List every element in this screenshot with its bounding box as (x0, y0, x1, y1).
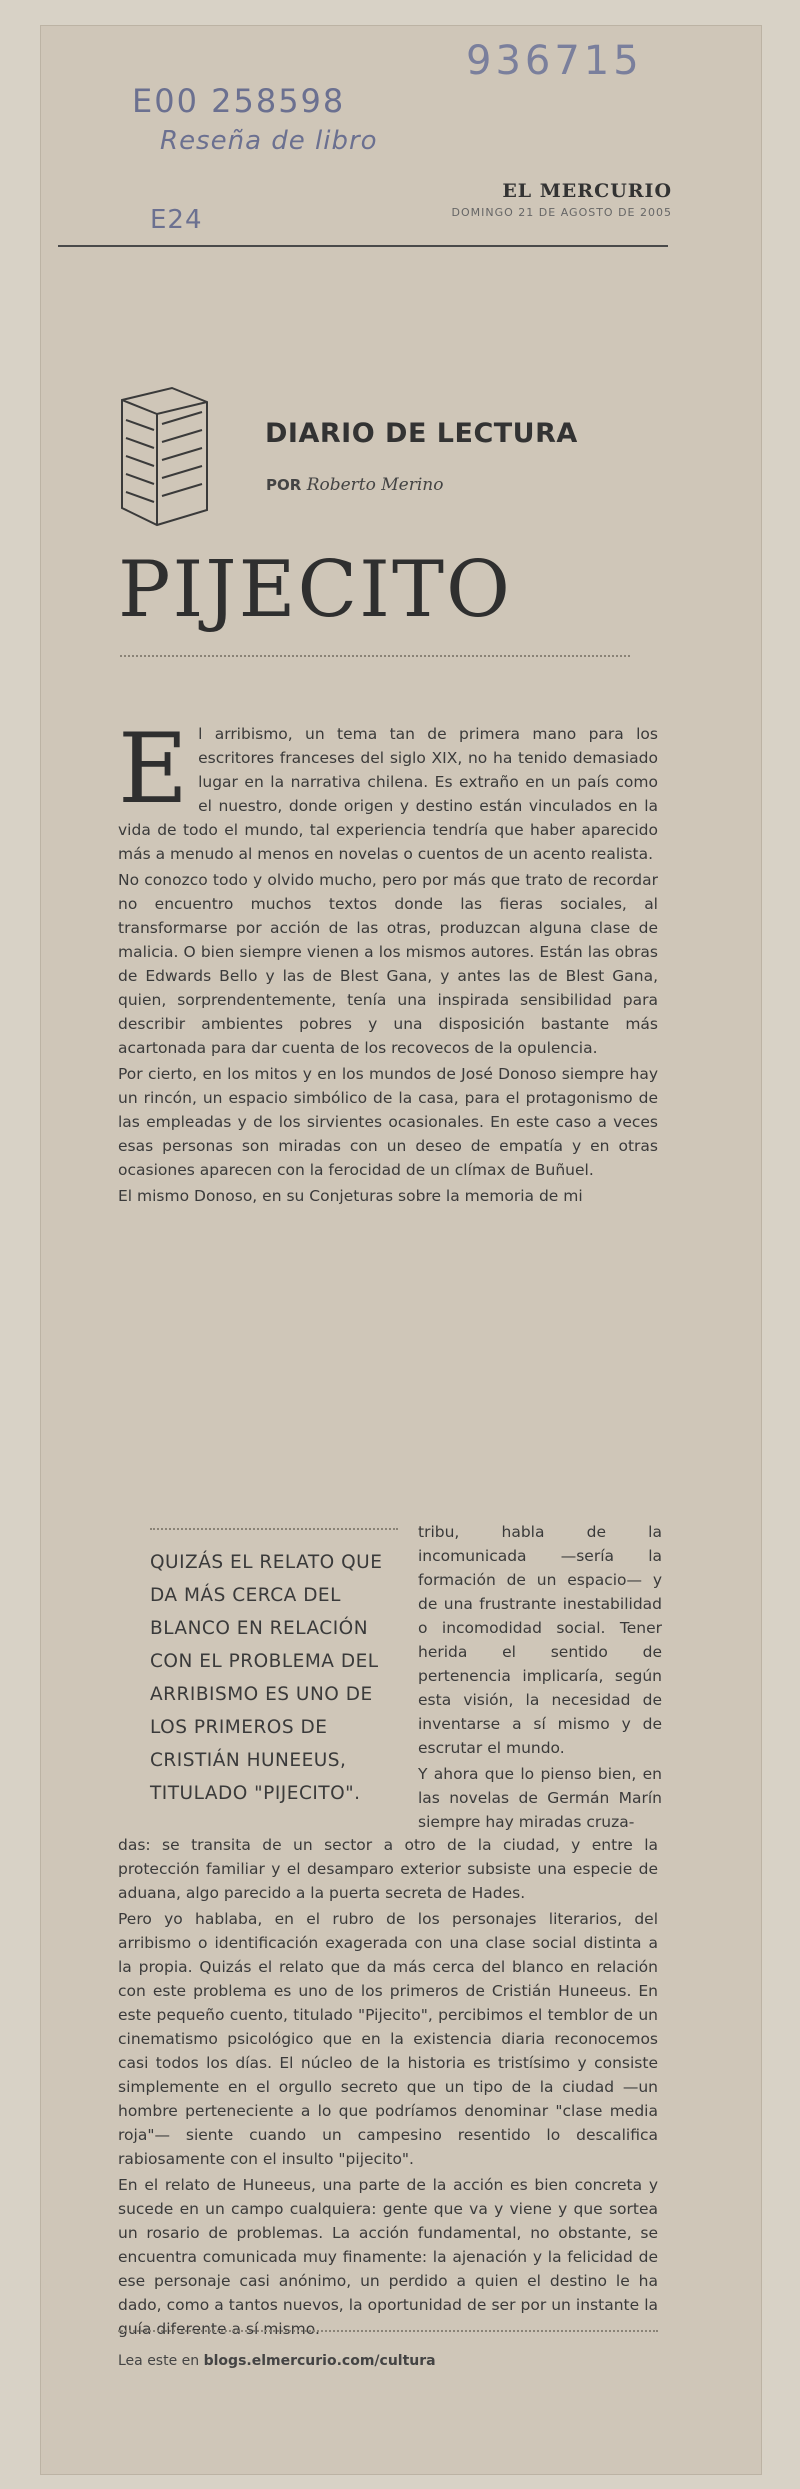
author-name: Roberto Merino (306, 475, 444, 495)
masthead (452, 180, 672, 219)
handwritten-note: Reseña de libro (160, 126, 378, 156)
pull-quote: QUIZÁS EL RELATO QUE DA MÁS CERCA DEL BLANCO EN RELACIÓN CON EL PROBLEMA DEL ARRIBISMO ES UNO DE LOS PRIMEROS DE CRISTIÁN HUNEEUS, TITULADO "PIJECITO". (150, 1552, 383, 1804)
paragraph: No conozco todo y olvido mucho, pero por más que trato de recordar no encuentro muchos textos donde las fieras sociales, al transformarse por acción de las otras, produzcan alguna clase de malicia. O bien siempre vienen a los mismos autores. Están las obras de Edwards Bello y las de Blest Gana, y antes las de Blest Gana, quien, sorprendentemente, tenía una inspirada sensibilidad para describir ambientes pobres y una disposición bastante más acartonada para dar cuenta de los recovecos de la opulencia. (118, 871, 658, 1057)
publication-name: EL MERCURIO (502, 180, 672, 202)
paragraph: l arribismo, un tema tan de primera mano para los escritores franceses del siglo XIX, no ha tenido demasiado lugar en la narrativa chilena. Es extraño en un país como el nuestro, donde origen y destino están vinculados en la vida de todo el mundo, tal experiencia tendría que haber aparecido más a menudo al menos en novelas o cuentos de un acento realista. (118, 725, 658, 863)
paragraph: Por cierto, en los mitos y en los mundos de José Donoso siempre hay un rincón, un espacio simbólico de la casa, para el protagonismo de las empleadas y de los sirvientes ocasionales. En este caso a veces esas personas son miradas con un deseo de empatía y en otras ocasiones aparecen con la ferocidad de un clímax de Buñuel. (118, 1065, 658, 1179)
drop-cap: E (118, 713, 189, 825)
byline (266, 475, 444, 495)
publication-date: DOMINGO 21 DE AGOSTO DE 2005 (451, 206, 672, 219)
footer-prefix: Lea este en (118, 2353, 200, 2369)
paragraph: das: se transita de un sector a otro de la ciudad, y entre la protección familiar y el desamparo exterior subsiste una especie de aduana, algo parecido a la puerta secreta de Hades. (118, 1836, 658, 1902)
handwritten-number: 936715 (466, 38, 643, 84)
handwritten-box-code: E24 (150, 205, 203, 235)
headline-divider (120, 655, 630, 657)
article-right-column (418, 1520, 662, 1836)
paragraph: Y ahora que lo pienso bien, en las novelas de Germán Marín siempre hay miradas cruza- (418, 1765, 662, 1831)
footer-link (118, 2353, 436, 2369)
paragraph: tribu, habla de la incomunicada —sería la formación de un espacio— y de una frustrante inestabilidad o incomodidad social. Tener herida el sentido de pertenencia implicaría, según esta visión, la necesidad de inventarse a sí mismo y de escrutar el mundo. (418, 1523, 662, 1757)
book-stack-icon (112, 380, 222, 530)
handwritten-code: E00 258598 (132, 82, 346, 120)
footer-divider (118, 2330, 658, 2332)
section-title: DIARIO DE LECTURA (265, 418, 578, 449)
pull-quote-divider (150, 1528, 398, 1530)
paragraph: El mismo Donoso, en su Conjeturas sobre la memoria de mi (118, 1187, 583, 1205)
masthead-rule (58, 245, 668, 247)
article-body (118, 713, 658, 1210)
paragraph: En el relato de Huneeus, una parte de la acción es bien concreta y sucede en un campo cualquiera: gente que va y viene y que sortea un rosario de problemas. La acción fundamental, no obstante, se encuentra comunicada muy finamente: la ajenación y la felicidad de ese personaje casi anónimo, un perdido a quien el destino le ha dado, como a tantos nuevos, la oportunidad de ser por un instante la guía diferente a sí mismo. (118, 2176, 658, 2338)
article-bottom-body (118, 1833, 658, 2343)
byline-prefix: POR (266, 476, 302, 494)
footer-url[interactable]: blogs.elmercurio.com/cultura (203, 2353, 436, 2369)
paragraph: Pero yo hablaba, en el rubro de los personajes literarios, del arribismo o identificación exagerada con una clase social distinta a la propia. Quizás el relato que da más cerca del blanco en relación con este problema es uno de los primeros de Cristián Huneeus. En este pequeño cuento, titulado "Pijecito", percibimos el temblor de un cinematismo psicológico que en la existencia diaria reconocemos casi todos los días. El núcleo de la historia es tristísimo y consiste simplemente en el orgullo secreto que un tipo de la ciudad —un hombre perteneciente a lo que podríamos denominar "clase media roja"— siente cuando un campesino resentido lo descalifica rabiosamente con el insulto "pijecito". (118, 1910, 658, 2168)
article-headline: PIJECITO (118, 545, 512, 635)
